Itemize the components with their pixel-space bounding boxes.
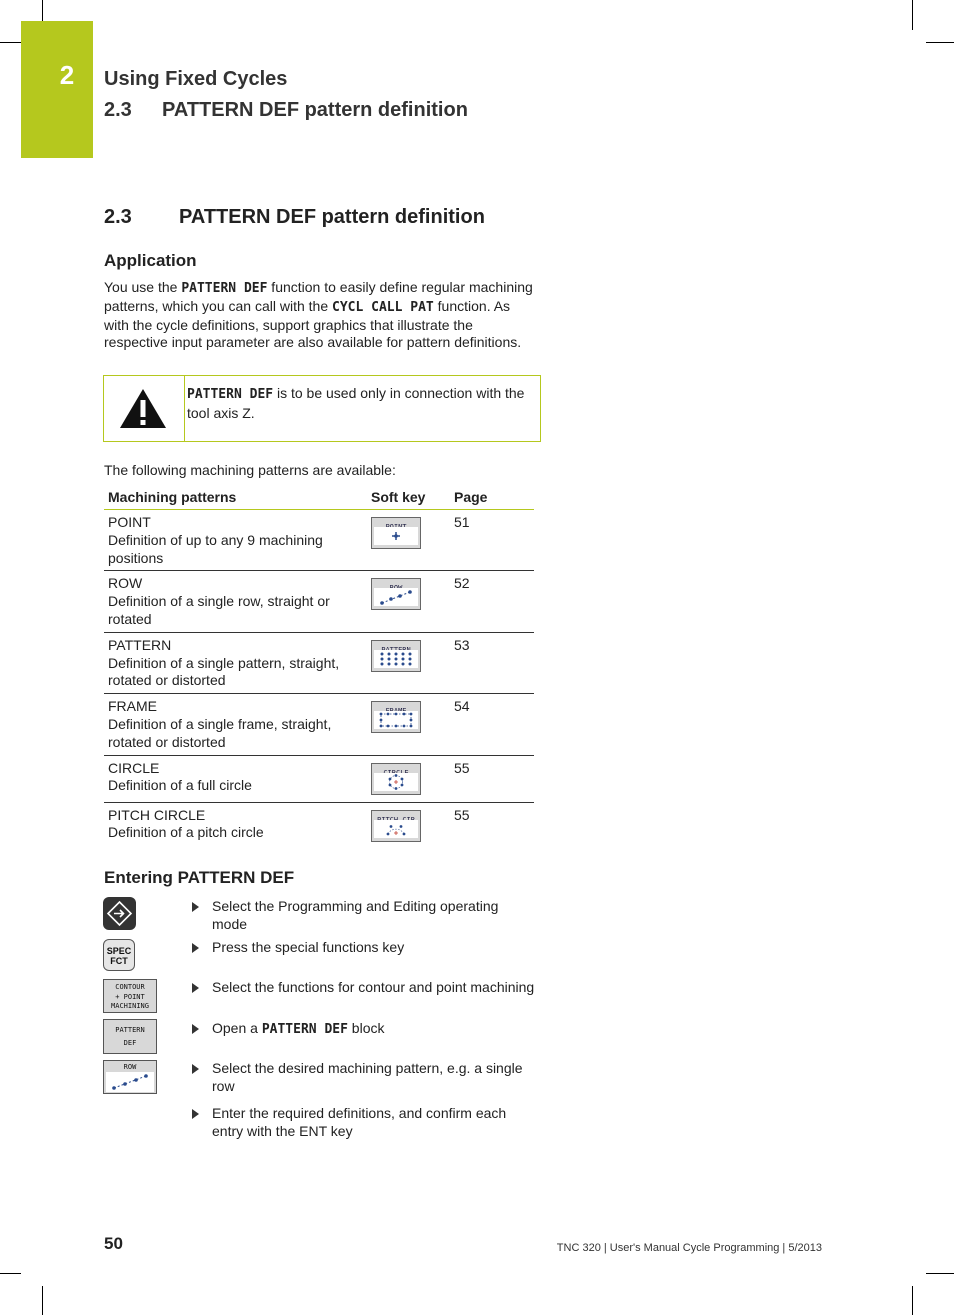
pattern-cell [104, 694, 367, 755]
crop-mark [926, 1273, 954, 1274]
crop-mark [0, 42, 21, 43]
row-softkey[interactable] [103, 1060, 157, 1094]
warning-text [187, 384, 532, 422]
table-row [104, 632, 534, 693]
key-label: + POINT [115, 992, 145, 1001]
contour-point-machining-softkey[interactable] [103, 979, 157, 1013]
key-label: CONTOUR [115, 983, 145, 991]
pattern-name: POINT [108, 514, 151, 530]
row-pattern-icon [106, 1072, 154, 1092]
softkey-cell [367, 802, 450, 849]
application-paragraph [104, 279, 534, 352]
pattern-desc: Definition of a single row, straight or rotated [108, 593, 330, 627]
pitch-circle-pattern-icon [374, 820, 418, 838]
spec-fct-key[interactable] [103, 939, 135, 971]
crop-mark [42, 1286, 43, 1315]
bullet-arrow-icon [192, 902, 199, 912]
programming-mode-icon [103, 897, 136, 930]
crop-mark [912, 0, 913, 30]
table-header-row [104, 486, 534, 510]
warning-box [103, 375, 541, 442]
pattern-desc: Definition of a single frame, straight, rotated or distorted [108, 715, 332, 750]
softkey-row-button[interactable] [371, 578, 421, 610]
softkey-cell [367, 632, 450, 693]
running-section-number: 2.3 [104, 99, 132, 121]
crop-mark [42, 0, 43, 21]
step-item [192, 1105, 537, 1141]
column-header: Soft key [367, 486, 450, 510]
pattern-cell [104, 802, 367, 849]
table-intro: The following machining patterns are available: [104, 462, 396, 478]
row-pattern-icon [374, 588, 418, 606]
table-row [104, 755, 534, 802]
text-run: Open a [212, 1020, 262, 1036]
page-cell: 52 [450, 571, 534, 632]
code-pattern-def: PATTERN DEF [261, 1022, 348, 1037]
text-run: function. As with the cycle definitions, support graphics that illustrate the respective input parameter are also available for pattern definitions. [104, 297, 522, 351]
step-text [212, 1020, 537, 1039]
page-number: 50 [104, 1234, 123, 1253]
code-cycl-call-pat: CYCL CALL PAT [332, 299, 434, 315]
softkey-cell [367, 510, 450, 571]
softkey-pattern-button[interactable] [371, 640, 421, 672]
pattern-desc: Definition of a pitch circle [108, 824, 264, 841]
bullet-arrow-icon [192, 983, 199, 993]
softkey-frame-button[interactable] [371, 701, 421, 733]
crop-mark [0, 1273, 21, 1274]
text-run: You use the [104, 279, 182, 295]
softkey-pitch-circle-button[interactable] [371, 810, 421, 842]
chapter-number: 2 [59, 60, 75, 90]
bullet-arrow-icon [192, 943, 199, 953]
pattern-cell [104, 755, 367, 802]
key-label: FCT [110, 956, 128, 966]
pattern-cell [104, 510, 367, 571]
table-row [104, 802, 534, 849]
key-label: SPEC [106, 946, 132, 956]
pattern-cell [104, 632, 367, 693]
footer-text: TNC 320 | User's Manual Cycle Programming | 5/2013 [556, 1242, 822, 1254]
patterns-table [104, 486, 534, 849]
warning-triangle-icon [118, 386, 168, 430]
step-text: Press the special functions key [212, 939, 405, 955]
frame-pattern-icon [374, 711, 418, 729]
key-label: PATTERN [115, 1026, 145, 1034]
softkey-circle-button[interactable] [371, 763, 421, 795]
bullet-arrow-icon [192, 1024, 199, 1034]
chapter-title: Using Fixed Cycles [104, 68, 288, 90]
step-text: Select the desired machining pattern, e.g. a single row [212, 1060, 523, 1094]
table-row [104, 694, 534, 755]
step-item [192, 1020, 537, 1039]
softkey-point-button[interactable] [371, 517, 421, 549]
step-item [192, 1060, 537, 1096]
text-run: is to be used only in connection with the tool axis Z. [187, 385, 525, 421]
page-cell: 55 [450, 755, 534, 802]
step-item [192, 979, 537, 997]
pattern-name: ROW [108, 575, 143, 592]
entering-heading: Entering PATTERN DEF [104, 868, 295, 887]
section-label: PATTERN DEF pattern definition [179, 206, 485, 228]
pattern-def-softkey[interactable] [103, 1019, 157, 1054]
pattern-name: PITCH CIRCLE [108, 806, 206, 823]
page-cell: 54 [450, 694, 534, 755]
pattern-cell [104, 571, 367, 632]
key-label: ROW [123, 1063, 137, 1071]
key-label: MACHINING [111, 1002, 149, 1010]
application-heading: Application [104, 251, 197, 270]
pattern-desc: Definition of up to any 9 machining positions [108, 531, 323, 566]
softkey-cell [367, 694, 450, 755]
bullet-arrow-icon [192, 1109, 199, 1119]
text-run: block [347, 1020, 385, 1036]
grid-pattern-icon [374, 650, 418, 668]
code-pattern-def: PATTERN DEF [187, 387, 274, 402]
page-cell: 55 [454, 806, 470, 823]
text-run: function to easily define regular machining patterns, which you can call with the [104, 279, 533, 314]
warning-divider [184, 376, 185, 441]
pattern-desc: Definition of a full circle [108, 777, 252, 794]
crop-mark [926, 42, 954, 43]
point-pattern-icon [374, 527, 418, 545]
step-item [192, 939, 537, 957]
running-section-title [104, 99, 468, 122]
circle-pattern-icon [374, 773, 418, 791]
code-pattern-def: PATTERN DEF [181, 281, 268, 296]
softkey-cell [367, 755, 450, 802]
bullet-arrow-icon [192, 1064, 199, 1074]
section-title [104, 206, 485, 229]
softkey-cell [367, 571, 450, 632]
pattern-name: CIRCLE [108, 759, 160, 776]
step-item [192, 898, 537, 934]
step-text: Select the functions for contour and point machining [212, 979, 535, 995]
column-header: Machining patterns [104, 486, 367, 510]
table-row [104, 571, 534, 632]
programming-mode-key[interactable] [103, 897, 136, 930]
page-cell: 53 [450, 632, 534, 693]
crop-mark [912, 1286, 913, 1315]
key-label: DEF [123, 1039, 137, 1047]
step-text: Select the Programming and Editing operating mode [212, 898, 499, 932]
running-section-label: PATTERN DEF pattern definition [162, 99, 468, 121]
table-row [104, 510, 534, 571]
column-header: Page [450, 486, 534, 510]
pattern-name: PATTERN [108, 636, 172, 653]
section-number: 2.3 [104, 206, 132, 228]
page-cell: 51 [450, 510, 534, 571]
pattern-desc: Definition of a single pattern, straight, rotated or distorted [108, 654, 340, 689]
step-text: Enter the required definitions, and confirm each entry with the ENT key [212, 1105, 507, 1139]
pattern-name: FRAME [108, 698, 157, 715]
